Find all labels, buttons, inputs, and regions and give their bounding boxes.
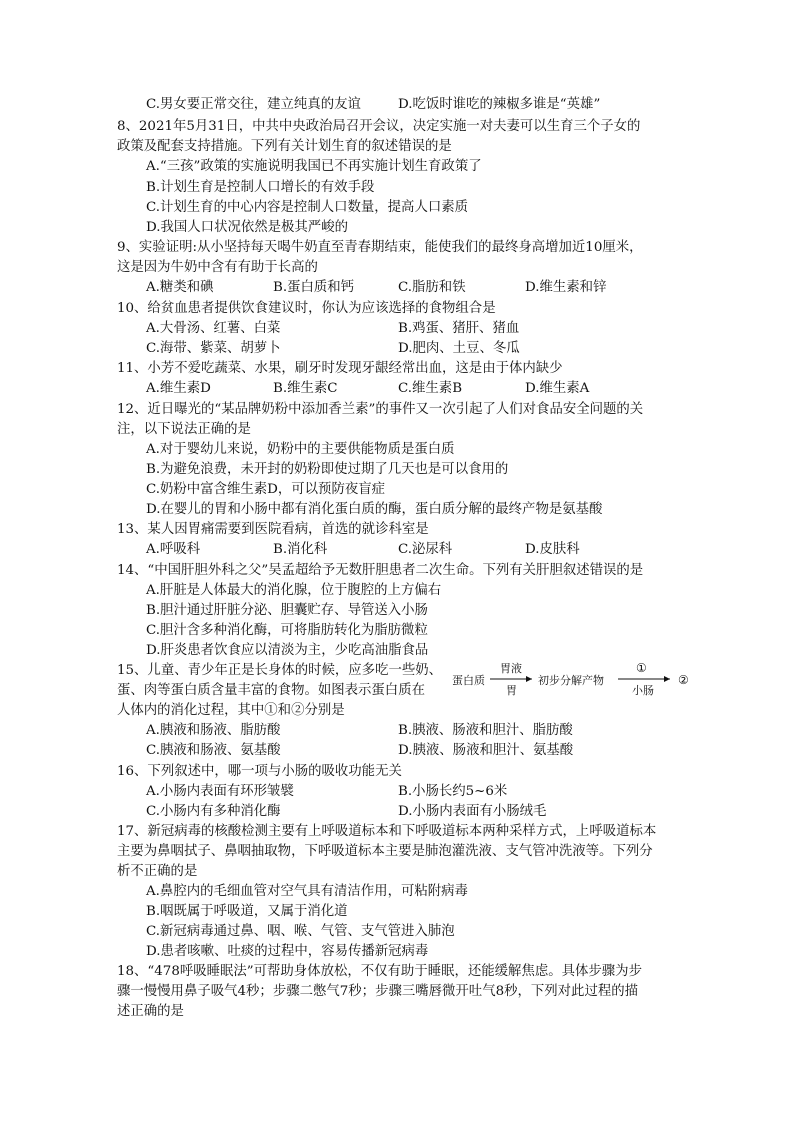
q13-option-a: A.呼吸科 <box>146 542 201 557</box>
diagram-arrowhead-1 <box>526 676 532 682</box>
q11-option-b: B.维生素C <box>273 381 338 396</box>
diagram-mark-2: ② <box>678 673 689 687</box>
q17-option-b: B.咽既属于呼吸道，又属于消化道 <box>146 904 348 919</box>
q12-option-a: A.对于婴幼儿来说，奶粉中的主要供能物质是蛋白质 <box>146 442 455 457</box>
q8-option-c: C.计划生育的中心内容是控制人口数量，提高人口素质 <box>146 200 469 215</box>
q10-option-d: D.肥肉、土豆、冬瓜 <box>398 341 520 356</box>
q15-stem-3: 人体内的消化过程，其中①和②分别是 <box>117 703 345 718</box>
q16-option-c: C.小肠内有多种消化酶 <box>146 804 281 819</box>
q17-stem-2: 主要为鼻咽拭子、鼻咽抽取物，下呼吸道标本主要是肺泡灌洗液、支气管冲洗液等。下列分 <box>117 844 653 859</box>
q15-stem-1: 15、儿童、青少年正是长身体的时候，应多吃一些奶、 <box>117 663 443 678</box>
diagram-small-intestine: 小肠 <box>632 684 654 697</box>
diagram-initial-products: 初步分解产物 <box>538 674 604 687</box>
diagram-protein: 蛋白质 <box>452 674 485 687</box>
diagram-gastric-juice: 胃液 <box>500 662 522 675</box>
q14-option-c: C.胆汁含多种消化酶，可将脂肪转化为脂肪微粒 <box>146 623 428 638</box>
q9-option-b: B.蛋白质和钙 <box>273 280 355 295</box>
q9-option-d: D.维生素和锌 <box>525 280 607 295</box>
q14-option-b: B.胆汁通过肝脏分泌、胆囊贮存、导管送入小肠 <box>146 603 428 618</box>
q8-option-b: B.计划生育是控制人口增长的有效手段 <box>146 180 375 195</box>
q11-option-c: C.维生素B <box>398 381 463 396</box>
q17-option-a: A.鼻腔内的毛细血管对空气具有清洁作用，可粘附病毒 <box>146 884 468 899</box>
q15-stem-2: 蛋、肉等蛋白质含量丰富的食物。如图表示蛋白质在 <box>117 683 425 698</box>
q8-stem-1: 8、2021年5月31日，中共中央政治局召开会议，决定实施一对夫妻可以生育三个子女的 <box>117 119 641 134</box>
q15-option-b: B.胰液、肠液和胆汁、脂肪酸 <box>398 723 573 738</box>
diagram-stomach: 胃 <box>506 684 517 697</box>
q18-stem-1: 18、“478呼吸睡眠法”可帮助身体放松，不仅有助于睡眠，还能缓解焦虑。具体步骤为步 <box>117 964 642 979</box>
q13-stem: 13、某人因胃痛需要到医院看病，首选的就诊科室是 <box>117 522 429 537</box>
q14-stem: 14、“中国肝胆外科之父”吴孟超给予无数肝胆患者二次生命。下列有关肝胆叙述错误的是 <box>117 563 644 578</box>
q10-stem: 10、给贫血患者提供饮食建议时，你认为应该选择的食物组合是 <box>117 301 496 316</box>
q8-stem-2: 政策及配套支持措施。下列有关计划生育的叙述错误的是 <box>117 139 452 154</box>
q13-option-d: D.皮肤科 <box>525 542 580 557</box>
q10-option-a: A.大骨汤、红薯、白菜 <box>146 321 281 336</box>
q12-option-b: B.为避免浪费，未开封的奶粉即使过期了几天也是可以食用的 <box>146 462 509 477</box>
q11-option-d: D.维生素A <box>525 381 590 396</box>
q12-stem-2: 注，以下说法正确的是 <box>117 422 251 437</box>
q12-option-c: C.奶粉中富含维生素D，可以预防夜盲症 <box>146 482 386 497</box>
q11-stem: 11、小芳不爱吃蔬菜、水果，刷牙时发现牙龈经常出血，这是由于体内缺少 <box>117 361 563 376</box>
q15-option-a: A.胰液和肠液、脂肪酸 <box>146 723 281 738</box>
q18-stem-2: 骤一慢慢用鼻子吸气4秒；步骤二憋气7秒；步骤三嘴唇微开吐气8秒，下列对此过程的描 <box>117 984 639 999</box>
q16-option-a: A.小肠内表面有环形皱襞 <box>146 784 294 799</box>
q15-option-c: C.胰液和肠液、氨基酸 <box>146 743 281 758</box>
q10-option-b: B.鸡蛋、猪肝、猪血 <box>398 321 520 336</box>
q9-stem-2: 这是因为牛奶中含有有助于长高的 <box>117 260 318 275</box>
q9-option-c: C.脂肪和铁 <box>398 280 466 295</box>
q16-stem: 16、下列叙述中，哪一项与小肠的吸收功能无关 <box>117 764 402 779</box>
q17-option-c: C.新冠病毒通过鼻、咽、喉、气管、支气管进入肺泡 <box>146 924 455 939</box>
q17-stem-1: 17、新冠病毒的核酸检测主要有上呼吸道标本和下呼吸道标本两种采样方式，上呼吸道标本 <box>117 824 657 839</box>
protein-digestion-diagram <box>452 660 702 698</box>
q12-option-d: D.在婴儿的胃和小肠中都有消化蛋白质的酶，蛋白质分解的最终产物是氨基酸 <box>146 502 603 517</box>
q12-stem-1: 12、近日曝光的“某品牌奶粉中添加香兰素”的事件又一次引起了人们对食品安全问题的关 <box>117 402 644 417</box>
q17-stem-3: 析不正确的是 <box>117 864 198 879</box>
q15-option-d: D.胰液、肠液和胆汁、氨基酸 <box>398 743 574 758</box>
q8-option-a: A.“三孩”政策的实施说明我国已不再实施计划生育政策了 <box>146 159 482 174</box>
q13-option-c: C.泌尿科 <box>398 542 453 557</box>
q14-option-d: D.肝炎患者饮食应以清淡为主，少吃高油脂食品 <box>146 643 429 658</box>
q10-option-c: C.海带、紫菜、胡萝卜 <box>146 341 281 356</box>
diagram-mark-1: ① <box>636 661 647 675</box>
q17-option-d: D.患者咳嗽、吐痰的过程中，容易传播新冠病毒 <box>146 944 429 959</box>
q16-option-d: D.小肠内表面有小肠绒毛 <box>398 804 547 819</box>
q7-option-d: D.吃饭时谁吃的辣椒多谁是“英雄” <box>398 97 601 112</box>
q18-stem-3: 述正确的是 <box>117 1004 184 1019</box>
q16-option-b: B.小肠长约5~6米 <box>398 784 508 799</box>
q11-option-a: A.维生素D <box>146 381 211 396</box>
q7-option-c: C.男女要正常交往，建立纯真的友谊 <box>146 97 361 112</box>
q8-option-d: D.我国人口状况依然是极其严峻的 <box>146 220 348 235</box>
diagram-arrowhead-2 <box>664 676 670 682</box>
q9-option-a: A.糖类和碘 <box>146 280 214 295</box>
q13-option-b: B.消化科 <box>273 542 328 557</box>
q9-stem-1: 9、实验证明:从小坚持每天喝牛奶直至青春期结束，能使我们的最终身高增加近10厘米， <box>117 240 643 255</box>
q14-option-a: A.肝脏是人体最大的消化腺，位于腹腔的上方偏右 <box>146 583 442 598</box>
